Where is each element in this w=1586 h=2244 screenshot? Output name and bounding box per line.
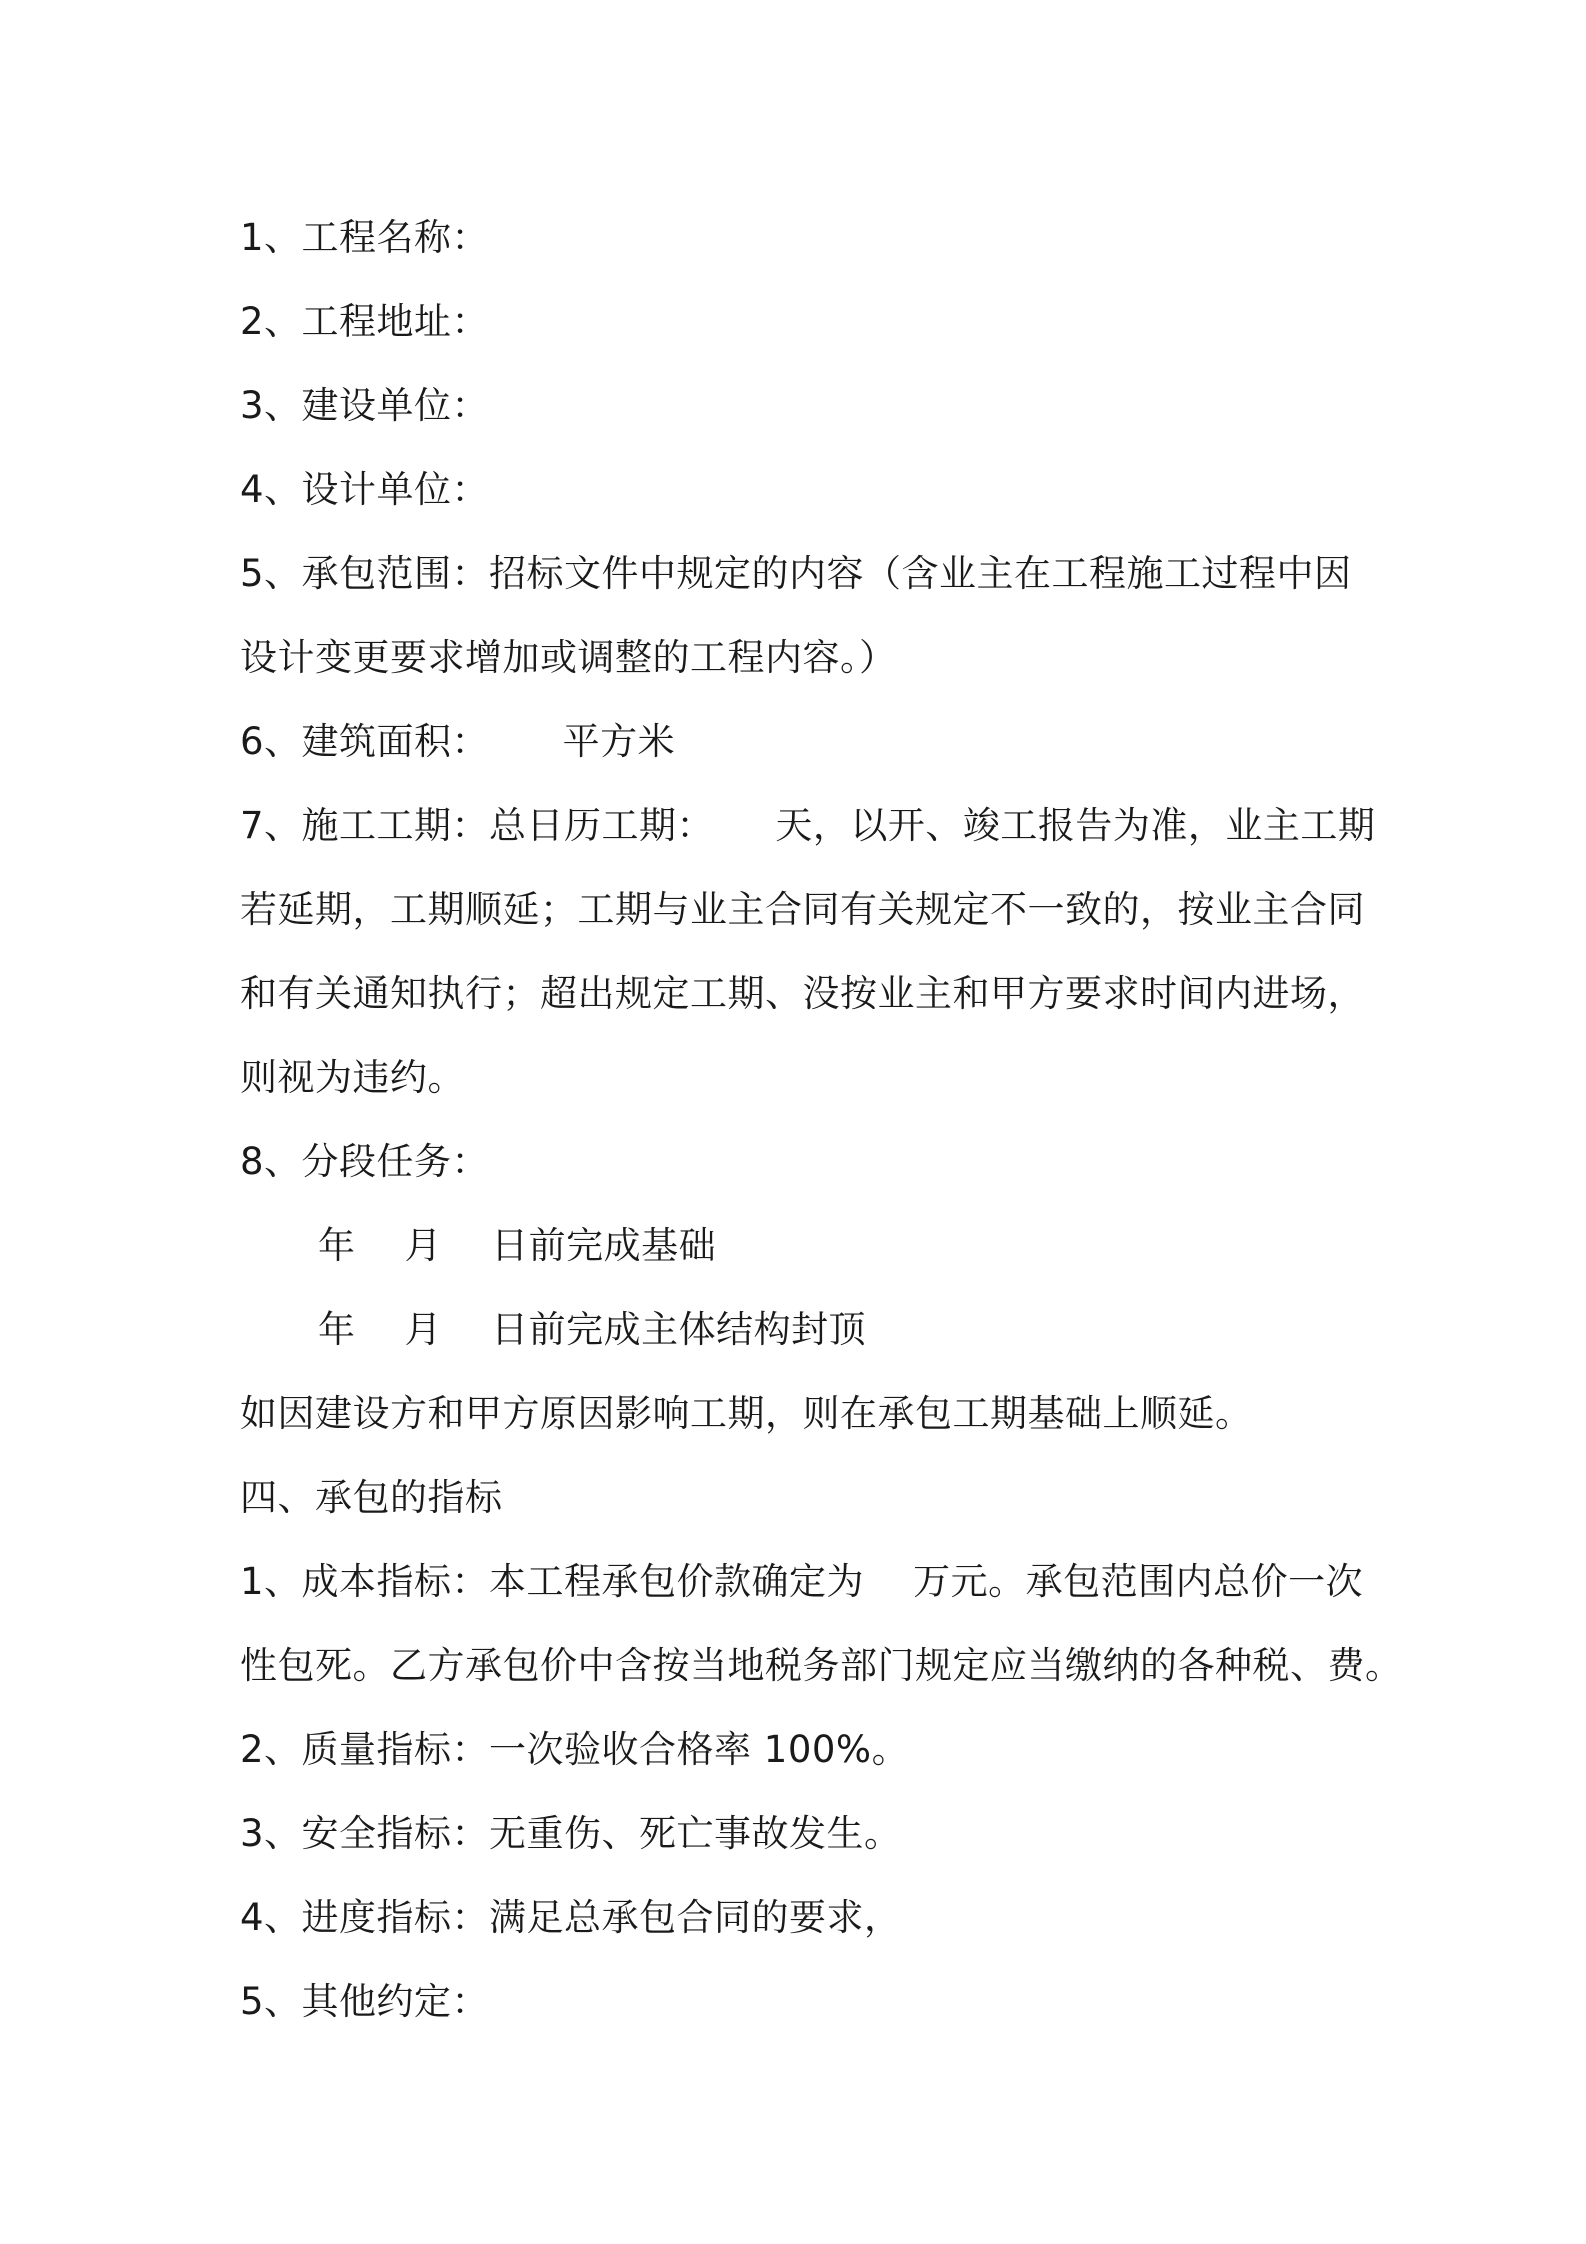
item-construction-unit: 3、建设单位： [240, 384, 490, 427]
item-contract-scope-cont: 设计变更要求增加或调整的工程内容。） [240, 636, 897, 679]
document-body [240, 196, 1403, 2044]
item-construction-period-cont-2: 和有关通知执行；超出规定工期、没按业主和甲方要求时间内进场， [240, 972, 1365, 1015]
item-quality-indicator: 2、质量指标：一次验收合格率 100%。 [240, 1728, 910, 1771]
item-project-name: 1、工程名称： [240, 216, 490, 259]
item-construction-period-cont-3: 则视为违约。 [240, 1056, 465, 1099]
item-project-address: 2、工程地址： [240, 300, 490, 343]
item-progress-indicator: 4、进度指标：满足总承包合同的要求， [240, 1896, 902, 1939]
item-contract-scope: 5、承包范围：招标文件中规定的内容（含业主在工程施工过程中因 [240, 552, 1352, 595]
section-heading-contract-indicators: 四、承包的指标 [240, 1476, 503, 1519]
item-other-agreements: 5、其他约定： [240, 1980, 490, 2023]
item-building-area: 6、建筑面积： 平方米 [240, 720, 676, 763]
item-cost-indicator-cont: 性包死。乙方承包价中含按当地税务部门规定应当缴纳的各种税、费。 [240, 1644, 1403, 1687]
item-phase-tasks: 8、分段任务： [240, 1140, 490, 1183]
phase-task-structure-topping: 年 月 日前完成主体结构封顶 [318, 1308, 867, 1351]
delay-clause: 如因建设方和甲方原因影响工期，则在承包工期基础上顺延。 [240, 1392, 1253, 1435]
item-cost-indicator: 1、成本指标：本工程承包价款确定为 万元。承包范围内总价一次 [240, 1560, 1364, 1603]
item-design-unit: 4、设计单位： [240, 468, 490, 511]
item-construction-period: 7、施工工期：总日历工期： 天，以开、竣工报告为准，业主工期 [240, 804, 1376, 847]
phase-task-foundation: 年 月 日前完成基础 [318, 1224, 717, 1267]
item-safety-indicator: 3、安全指标：无重伤、死亡事故发生。 [240, 1812, 902, 1855]
item-construction-period-cont-1: 若延期，工期顺延；工期与业主合同有关规定不一致的，按业主合同 [240, 888, 1365, 931]
